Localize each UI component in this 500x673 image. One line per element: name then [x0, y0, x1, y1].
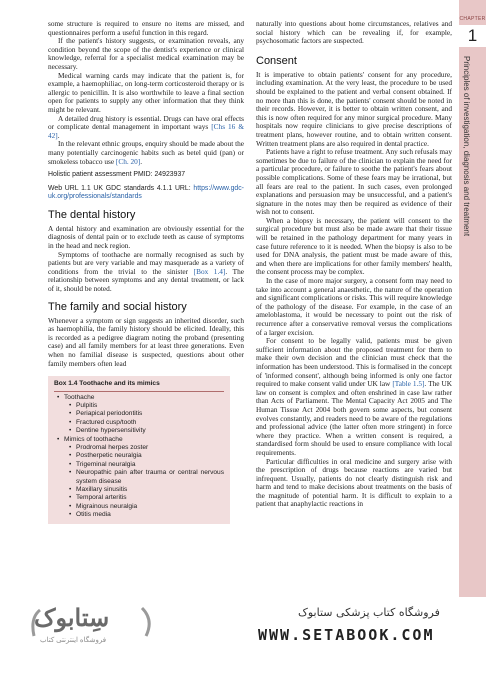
web-url-link[interactable]: https://www.gdc-uk.org/professionals/standards: [48, 184, 244, 201]
paragraph: Particular difficulties in oral medicine and surgery arise with the prescription of drugs because reactions are varied but infrequent. Usually, patients do not clearly distinguish risk and harm and tend to make decisions about treatments on the basis of the magnitude of potential harm. It is difficult to explain to a patient that anaphylactic reactions in: [256, 456, 452, 509]
website-url[interactable]: WWW.SETABOOK.COM: [258, 626, 435, 644]
list-item: • Otitis media: [76, 511, 224, 519]
paragraph: In the relevant ethnic groups, enquiry should be made about the many potentially carcinogenic habits such as betel quid (pan) or smokeless tobacco use [Ch. 20].: [48, 139, 244, 166]
pmid-reference: Holistic patient assessment PMID: 24923937: [48, 171, 186, 179]
paragraph: Symptoms of toothache are normally recognised as such by patients but are very variable and may masquerade as a variety of conditions from the trivial to the sinister [Box 1.4]. The relationship between symptoms and any dental treatment, or lack of it, should be noted.: [48, 249, 244, 294]
paragraph: Patients have a right to refuse treatment. Any such refusals may sometimes be due to failure of the clinician to explain the need for a particular procedure, or failure to soothe the patient's fears about possible complications. Some of these fears may be irrational, but all fears are real to the patient. In such cases, even prolonged explanations and persuasion may be unsuccessful, and a patient's signature in the notes may then be required as evidence of their wish not to consent.: [256, 147, 452, 217]
chapter-label: CHAPTER: [459, 16, 486, 22]
section-heading-consent: Consent: [256, 54, 297, 67]
box-title: Box 1.4 Toothache and its mimics: [54, 380, 224, 391]
list-item: • Pulpitis: [76, 402, 224, 410]
list-item: • Mimics of toothache • Prodromal herpes zoster • Postherpetic neuralgia • Trigeminal neuralgia • Neuropathic pain after trauma or central nervous system disease • Maxillary sinusitis • Temporal arteritis • Migrainous neuralgia • Otitis media: [64, 436, 224, 520]
chapter-vertical-title: Principles of investigation, diagnosis and treatment: [462, 56, 471, 237]
list-item: • Trigeminal neuralgia: [76, 461, 224, 469]
web-url-reference: Web URL 1.1 UK GDC standards 4.1.1 URL: https://www.gdc-uk.org/professionals/standards: [48, 184, 244, 201]
list-item: • Postherpetic neuralgia: [76, 452, 224, 460]
list-item: • Fractured cusp/tooth: [76, 419, 224, 427]
paragraph: In the case of more major surgery, a consent form may need to take into account a general anaesthetic, the nature of the operation and significant complications or risks. This will require knowledge of the pathology of the disease. For example, in the case of an ameloblastoma, it would be necessary to point out the risk of recurrence after a conservative removal versus the complications of a larger excision.: [256, 276, 452, 337]
logo-subtitle: فروشگاه اینترنتی کتاب: [40, 637, 107, 644]
left-column: [48, 20, 244, 524]
paragraph: naturally into questions about home circumstances, relatives and social history which can be revealing if, for example, psychosomatic factors are suspected.: [256, 19, 452, 46]
section-heading-family-history: The family and social history: [48, 300, 187, 313]
paragraph: If the patient's history suggests, or examination reveals, any condition beyond the scope of the dentist's experience or clinical knowledge, referral for a specialist medical examination may be necessary.: [48, 36, 244, 71]
cross-reference-link[interactable]: [Chs 16 & 42]: [48, 122, 245, 140]
list-item: • Prodromal herpes zoster: [76, 444, 224, 452]
paragraph: A detailed drug history is essential. Drugs can have oral effects or complicate dental management in important ways [Chs 16 & 42].: [48, 113, 245, 140]
list-item: • Migrainous neuralgia: [76, 503, 224, 511]
list-item: • Toothache • Pulpitis • Periapical periodontitis • Fractured cusp/tooth • Dentine hypersensitivity: [64, 394, 224, 436]
list-item: • Neuropathic pain after trauma or central nervous system disease: [76, 469, 224, 486]
cross-reference-link[interactable]: [Table 1.5]: [392, 379, 425, 389]
cross-reference-link[interactable]: [Ch. 20]: [115, 156, 141, 166]
list-item: • Periapical periodontitis: [76, 410, 224, 418]
list-item: • Dentine hypersensitivity: [76, 427, 224, 435]
paragraph: For consent to be legally valid, patients must be given sufficient information about the proposed treatment for them to make their own decision and the clinician must check that the information has been understood. This is formalised in the concept of 'informed consent', although being informed is only one factor required to make consent valid under UK law [Table 1.5]. The UK law on consent is complex and often enshrined in case law rather than Acts of Parliament. The Mental Capacity Act 2005 and The Human Tissue Act 2004 both govern some aspects, but consent evolves constantly, and readers need to be aware of the regulations and professional advice (the latter often more stringent) in force where they practice. When a written consent is required, a standardised form should be used to ensure compliance with local requirements.: [256, 336, 452, 457]
box-toothache-mimics: [48, 376, 230, 524]
paragraph: It is imperative to obtain patients' consent for any procedure, including examination. At the very least, the procedure to be used should be explained to the patient and verbal consent obtained. If no more than this is done, the patients' consent should be noted in their records. However, it is better to obtain written consent, and this is now often required for any minor surgical procedure. Many hospitals now require clinicians to give precise descriptions of treatment plans, however routine, and to obtain written consent. Written treatment plans are also required in dental practice.: [256, 69, 452, 148]
list-item: • Temporal arteritis: [76, 494, 224, 502]
list-item: • Maxillary sinusitis: [76, 486, 224, 494]
paragraph: some structure is required to ensure no items are missed, and questionnaires perform a useful function in this regard.: [48, 19, 244, 37]
shop-name: فروشگاه کتاب پزشکی ستابوک: [298, 606, 440, 619]
paragraph: When a biopsy is necessary, the patient will consent to the surgical procedure but must also be made aware that their tissue will be retained in the pathology department for many years in case future reference to it is needed. When the biopsy is also to be used for DNA analysis, the patient must be made aware of this, and when there are implications for other family members' health, the consent process may be complex.: [256, 215, 452, 277]
paragraph: Medical warning cards may indicate that the patient is, for example, a haemophiliac, on long-term corticosteroid therapy or is allergic to penicillin. It is also worthwhile to leave a final section open for patients to supply any other information that they think might be relevant.: [48, 70, 244, 114]
logo-text: سِتابوک: [34, 605, 110, 632]
section-heading-dental-history: The dental history: [48, 208, 136, 221]
paragraph: Whenever a symptom or sign suggests an inherited disorder, such as haemophilia, the family history should be elicited. Ideally, this is recorded as a pedigree diagram noting the proband (presenting case) and all family members for at least three generations. Even when no familial disease is suspected, questions about other family members often lead: [48, 315, 244, 368]
cross-reference-link[interactable]: [Box 1.4]: [193, 266, 226, 276]
right-column: [256, 20, 452, 509]
chapter-tab: [459, 0, 486, 673]
paragraph: A dental history and examination are obviously essential for the diagnosis of dental pain or to exclude teeth as cause of symptoms in the head and neck region.: [48, 223, 244, 251]
chapter-number: 1: [459, 25, 486, 47]
